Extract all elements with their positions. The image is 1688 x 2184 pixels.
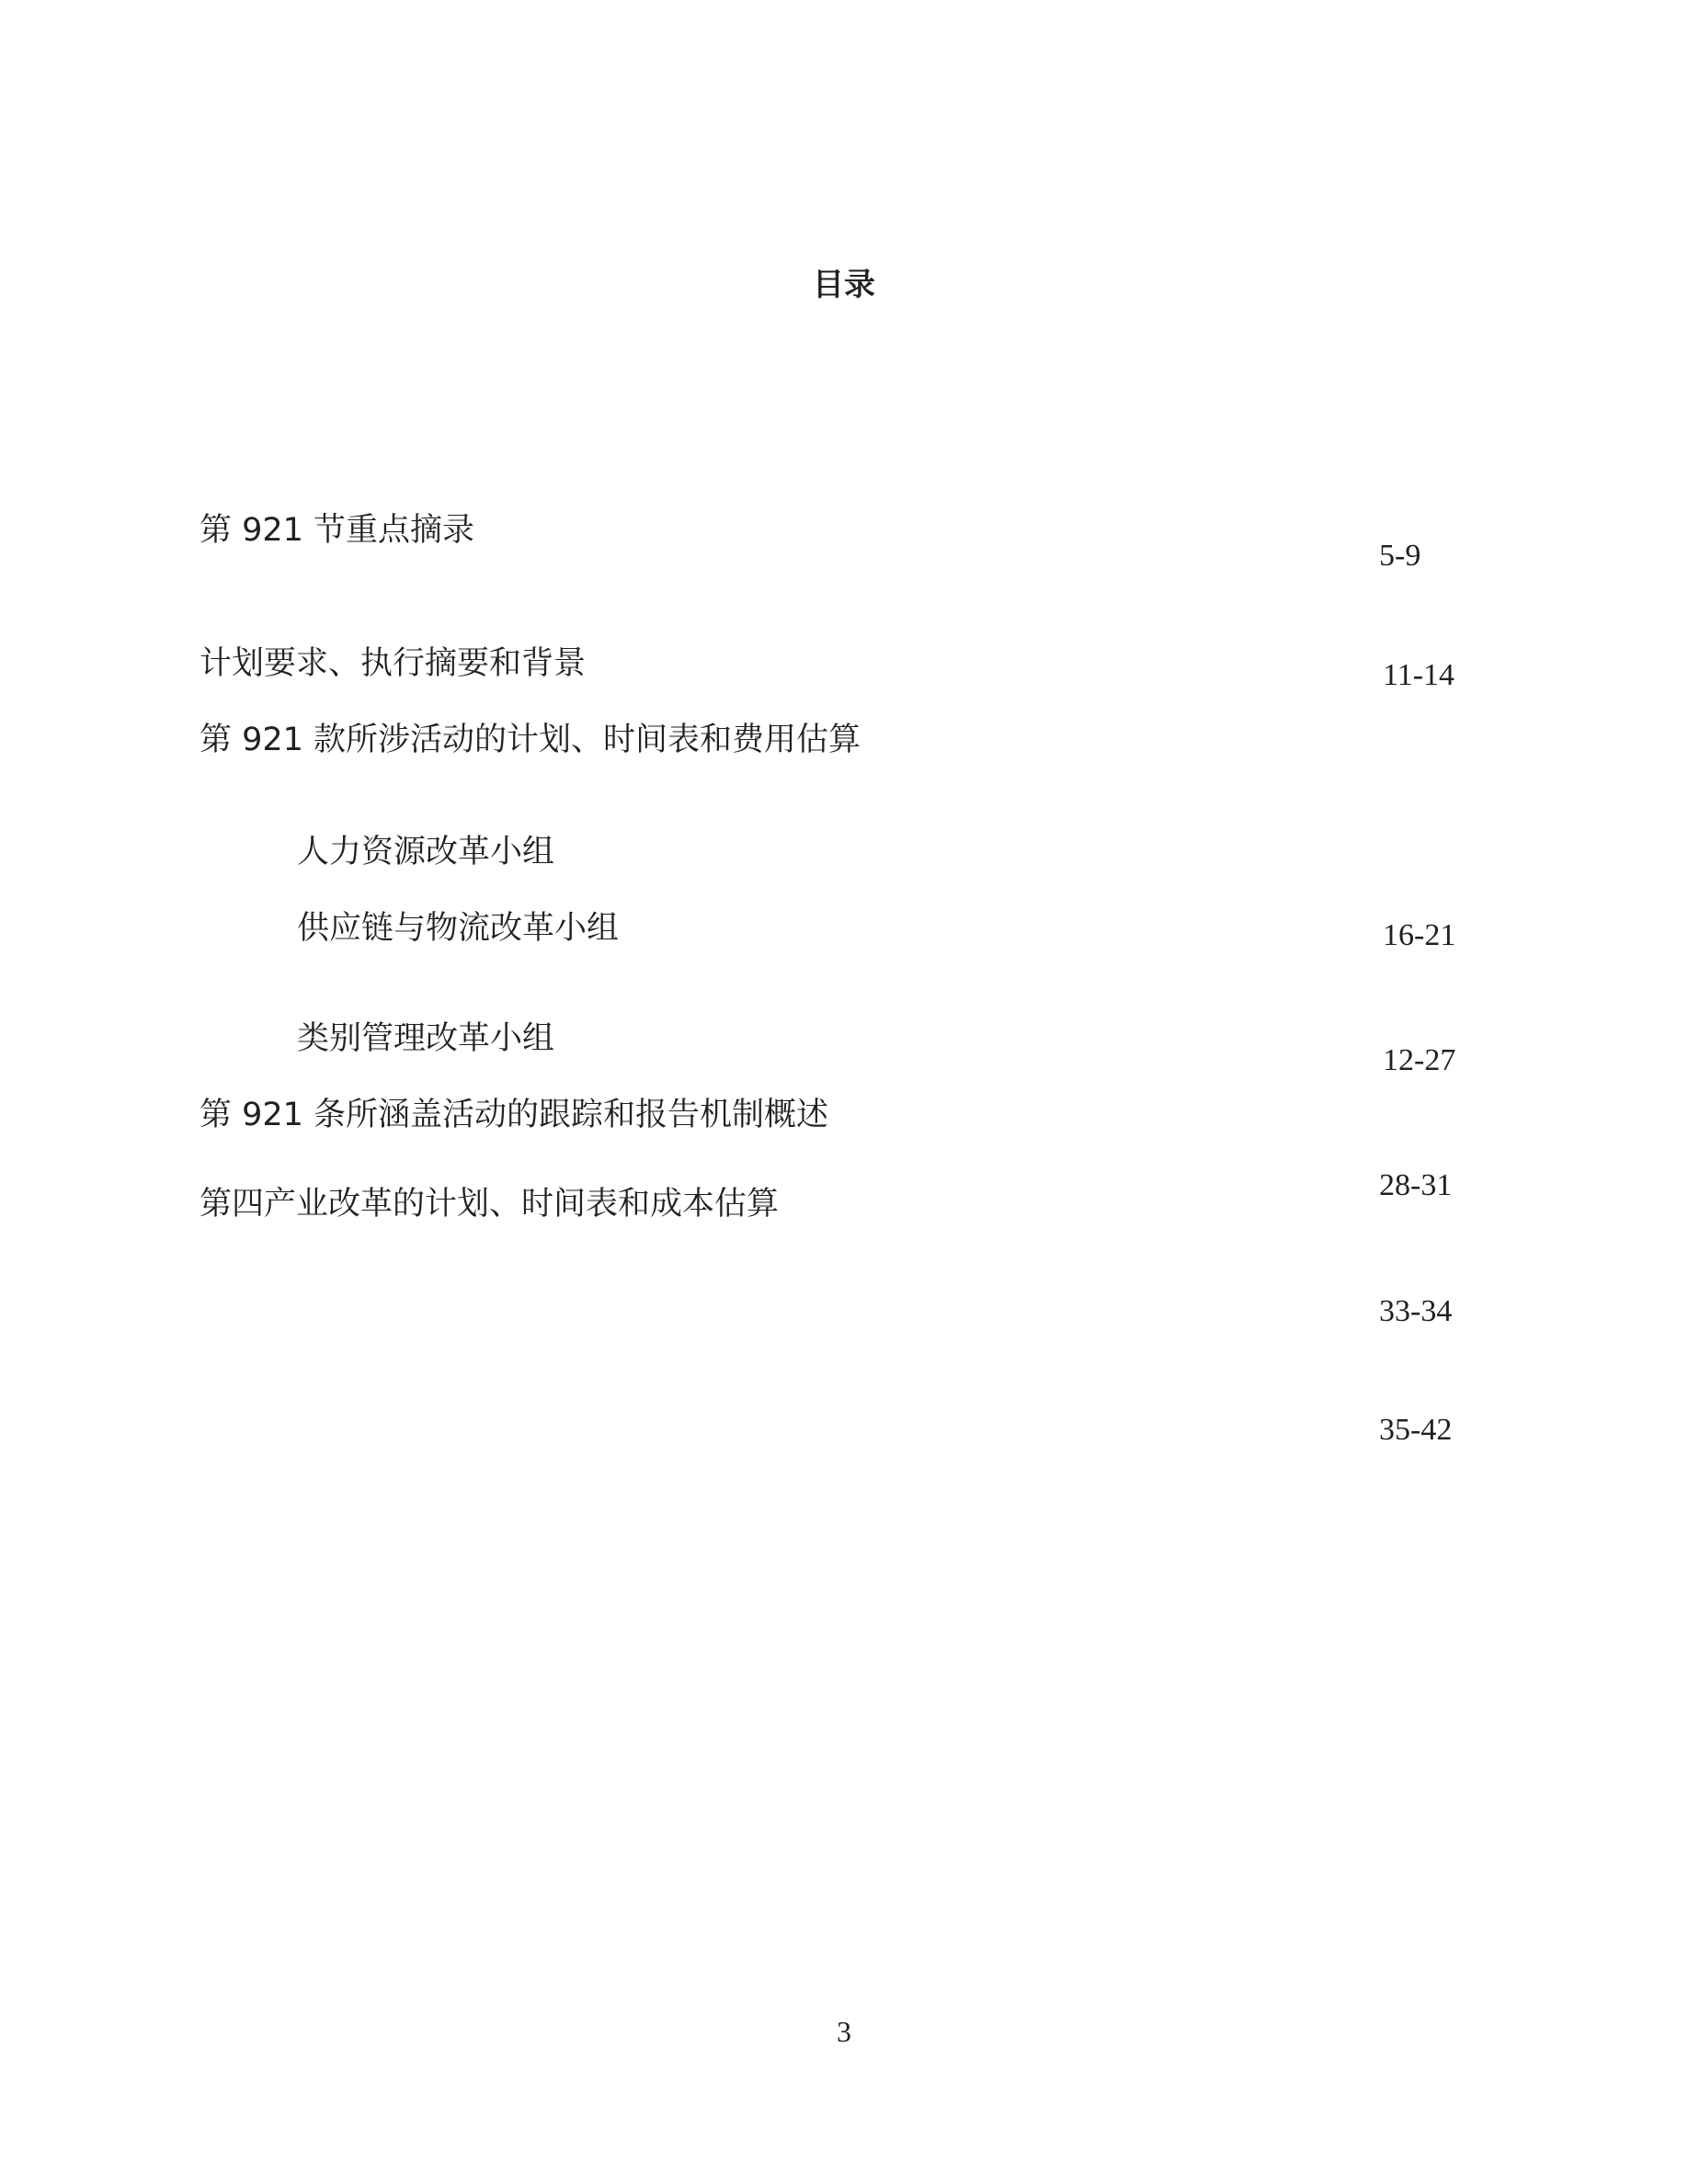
page-range: 5-9 [1379, 539, 1421, 573]
toc-entry-section-921-highlights: 第 921 节重点摘录 [200, 512, 475, 549]
page-range: 11-14 [1383, 658, 1455, 692]
toc-entry-plan-requirements: 计划要求、执行摘要和背景 [200, 645, 587, 682]
page-range: 12-27 [1383, 1043, 1456, 1077]
toc-entry-supply-chain-reform-team: 供应链与物流改革小组 [297, 910, 620, 947]
toc-entry-fourth-estate-reform-plans: 第四产业改革的计划、时间表和成本估算 [200, 1186, 780, 1223]
toc-title: 目录 [813, 267, 875, 303]
toc-entry-section-921-plans: 第 921 款所涉活动的计划、时间表和费用估算 [200, 722, 861, 758]
page-range: 35-42 [1379, 1413, 1453, 1447]
page-number: 3 [837, 2015, 851, 2048]
toc-entry-tracking-reporting-overview: 第 921 条所涵盖活动的跟踪和报告机制概述 [200, 1097, 829, 1133]
page-range: 16-21 [1383, 918, 1456, 952]
page-range: 28-31 [1379, 1168, 1453, 1202]
page-range: 33-34 [1379, 1294, 1453, 1328]
toc-entry-hr-reform-team: 人力资源改革小组 [297, 834, 555, 870]
toc-entry-category-management-reform-team: 类别管理改革小组 [297, 1020, 555, 1057]
